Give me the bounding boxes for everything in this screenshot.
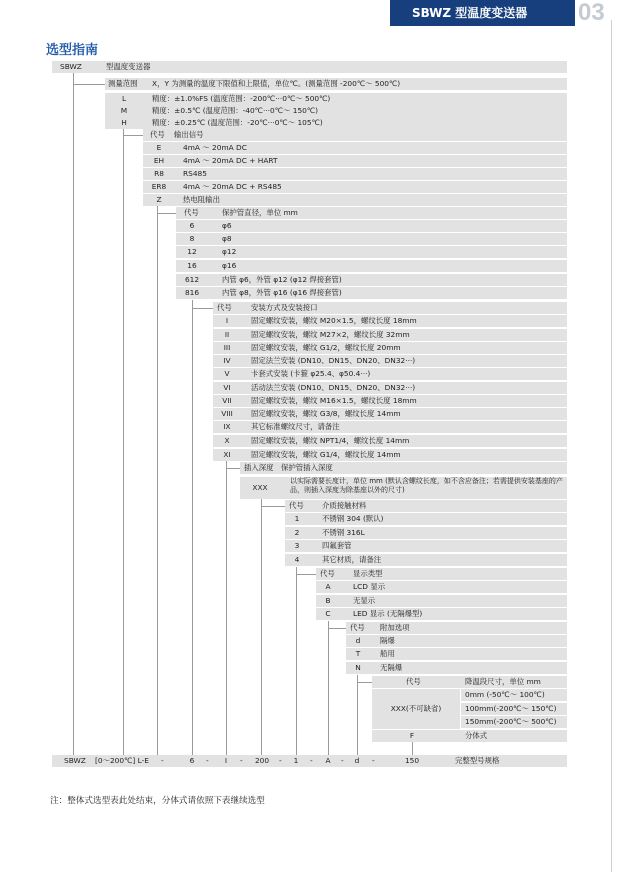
tree-line: [192, 300, 193, 755]
row-desc: 显示类型: [353, 569, 383, 578]
page-edge-line: [611, 20, 612, 872]
row-code: E: [156, 143, 162, 152]
header-title: SBWZ 型温度变送器: [412, 6, 528, 20]
row-desc: 保护管插入深度: [281, 463, 333, 472]
row-desc: 以实际需要长度计，单位 mm (默认含螺纹长度，如不含应备注；若需提供安装基座的产品，则插入深度为除基座以外的尺寸): [290, 477, 563, 494]
row-desc: 内管 φ8，外管 φ16 (φ16 焊接套管): [222, 288, 342, 297]
row-desc: 分体式: [465, 731, 488, 740]
row-code: 代号: [217, 303, 232, 312]
row-bar: [143, 129, 567, 141]
row-desc: 固定螺纹安装，螺纹 G1/4，螺纹长度 14mm: [251, 450, 401, 459]
row-desc: 100mm(-200℃～ 150℃): [465, 704, 557, 713]
row-desc: 精度：±0.25℃ (温度范围：-20℃···0℃～ 105℃): [152, 118, 323, 127]
row-code: 插入深度: [244, 463, 274, 472]
row-desc: 固定法兰安装 (DN10、DN15、DN20、DN32···): [251, 356, 416, 365]
example-part: 1: [293, 756, 299, 765]
row-desc: LED 显示 (无隔爆型): [353, 609, 423, 618]
row-desc: 固定螺纹安装，螺纹 M20×1.5，螺纹长度 18mm: [251, 316, 417, 325]
row-desc: 型温度变送器: [106, 62, 151, 71]
row-code: 测量范围: [108, 79, 138, 88]
row-code: XXX(不可缺省): [390, 704, 442, 713]
row-desc: 内管 φ6，外管 φ12 (φ12 焊接套管): [222, 275, 342, 284]
row-code: H: [121, 118, 127, 127]
row-desc: φ8: [222, 234, 232, 243]
row-desc: 4mA ～ 20mA DC + HART: [183, 156, 278, 165]
row-desc: 固定螺纹安装，螺纹 M16×1.5，螺纹长度 18mm: [251, 396, 417, 405]
example-label: 完整型号规格: [455, 756, 500, 765]
row-desc: 4mA ～ 20mA DC + RS485: [183, 182, 282, 191]
row-desc: 附加选项: [380, 623, 410, 632]
row-desc: 其它标准螺纹尺寸，请备注: [251, 422, 340, 431]
row-code: IX: [223, 422, 231, 431]
row-bar: [176, 233, 567, 245]
row-bar: [176, 220, 567, 232]
row-desc: 降温段尺寸，单位 mm: [465, 677, 541, 686]
row-desc: 150mm(-200℃～ 500℃): [465, 717, 557, 726]
row-code: 4: [294, 555, 300, 564]
row-desc: 4mA ～ 20mA DC: [183, 143, 247, 152]
row-code: ER8: [151, 182, 167, 191]
row-code: X: [224, 436, 230, 445]
tree-connector: [261, 506, 285, 507]
example-part: [0～200℃] L-E: [95, 756, 149, 765]
row-code: 代号: [320, 569, 335, 578]
example-part: -: [240, 756, 243, 765]
row-desc: 四氟套管: [322, 541, 352, 550]
row-code: 代号: [350, 623, 365, 632]
row-code: 12: [187, 247, 197, 256]
row-code: III: [223, 343, 231, 352]
row-code: 代号: [406, 677, 421, 686]
row-code: 代号: [150, 130, 165, 139]
row-desc: φ16: [222, 261, 237, 270]
row-code: R8: [154, 169, 164, 178]
row-desc: 输出信号: [174, 130, 204, 139]
row-code: 6: [189, 221, 195, 230]
row-desc: LCD 显示: [353, 582, 386, 591]
tree-line: [226, 461, 227, 755]
example-part: I: [224, 756, 228, 765]
example-part: -: [341, 756, 344, 765]
row-code: VII: [222, 396, 232, 405]
row-code: SBWZ: [60, 62, 82, 71]
row-desc: φ6: [222, 221, 232, 230]
row-code: 2: [294, 528, 300, 537]
row-code: VIII: [221, 409, 233, 418]
row-desc: 固定螺纹安装，螺纹 M27×2，螺纹长度 32mm: [251, 330, 410, 339]
section-title: 选型指南: [46, 43, 99, 58]
row-code: M: [120, 106, 128, 115]
row-desc: 固定螺纹安装，螺纹 G1/2，螺纹长度 20mm: [251, 343, 401, 352]
example-part: SBWZ: [64, 756, 86, 765]
row-code: 1: [294, 514, 300, 523]
row-code: II: [224, 330, 230, 339]
row-desc: 固定螺纹安装，螺纹 G3/8，螺纹长度 14mm: [251, 409, 401, 418]
header-title-bar: [390, 0, 575, 26]
tree-line: [357, 675, 358, 755]
row-code: 3: [294, 541, 300, 550]
example-part: 200: [254, 756, 270, 765]
row-code: EH: [153, 156, 165, 165]
row-desc: 精度：±1.0%FS (温度范围：-200℃···0℃～ 500℃): [152, 94, 331, 103]
row-desc: φ12: [222, 247, 237, 256]
row-code: 代号: [184, 208, 199, 217]
row-code: XXX: [252, 483, 268, 492]
row-desc: 精度：±0.5℃ (温度范围：-40℃···0℃～ 150℃): [152, 106, 319, 115]
row-code: F: [409, 731, 415, 740]
row-code: 816: [184, 288, 200, 297]
tree-line: [123, 129, 124, 755]
row-desc: 船用: [380, 649, 395, 658]
tree-connector: [296, 574, 316, 575]
row-desc: 0mm (-50℃～ 100℃): [465, 690, 545, 699]
row-code: N: [355, 663, 361, 672]
row-desc: 不锈钢 316L: [322, 528, 365, 537]
row-desc: 热电阻输出: [183, 195, 220, 204]
example-part: -: [310, 756, 313, 765]
example-part: -: [279, 756, 282, 765]
row-code: 8: [189, 234, 195, 243]
tree-connector: [123, 135, 143, 136]
tree-connector: [157, 213, 176, 214]
row-desc: 固定螺纹安装，螺纹 NPT1/4，螺纹长度 14mm: [251, 436, 410, 445]
row-code: VI: [223, 383, 231, 392]
tree-connector: [73, 84, 105, 85]
row-code: 16: [187, 261, 197, 270]
row-code: B: [325, 596, 331, 605]
row-desc: 保护管直径，单位 mm: [222, 208, 298, 217]
example-part: -: [372, 756, 375, 765]
tree-line: [157, 206, 158, 755]
tree-line: [73, 73, 74, 755]
row-code: XI: [223, 450, 231, 459]
tree-connector: [226, 468, 240, 469]
tree-connector: [357, 682, 372, 683]
row-desc: 介质接触材料: [322, 501, 367, 510]
example-part: 6: [189, 756, 195, 765]
example-part: 150: [404, 756, 420, 765]
example-part: d: [354, 756, 360, 765]
example-part: A: [325, 756, 331, 765]
row-desc: RS485: [183, 169, 207, 178]
row-desc: 其它材质，请备注: [322, 555, 382, 564]
row-desc: 活动法兰安装 (DN10、DN15、DN20、DN32···): [251, 383, 416, 392]
row-code: T: [355, 649, 361, 658]
tree-line: [261, 499, 262, 755]
row-code: Z: [156, 195, 162, 204]
example-part: -: [206, 756, 209, 765]
row-desc: 无隔爆: [380, 663, 403, 672]
page-number: 03: [578, 0, 605, 26]
row-code: C: [325, 609, 331, 618]
row-code: V: [224, 369, 230, 378]
row-code: d: [355, 636, 361, 645]
footnote: 注：整体式选型表此处结束，分体式请依照下表继续选型: [50, 796, 265, 806]
row-code: L: [121, 94, 127, 103]
row-desc: 无显示: [353, 596, 376, 605]
example-part: -: [161, 756, 164, 765]
row-desc: 隔爆: [380, 636, 395, 645]
row-desc: 不锈钢 304 (默认): [322, 514, 384, 523]
row-code: 612: [184, 275, 200, 284]
tree-line: [328, 621, 329, 755]
row-code: I: [225, 316, 229, 325]
row-code: IV: [223, 356, 231, 365]
row-code: A: [325, 582, 331, 591]
tree-connector: [192, 308, 213, 309]
tree-connector: [328, 628, 346, 629]
row-desc: 安装方式及安装接口: [251, 303, 318, 312]
row-desc: 卡套式安装 (卡箍 φ25.4、φ50.4···): [251, 369, 371, 378]
row-code: 代号: [289, 501, 304, 510]
tree-line: [412, 742, 413, 755]
row-desc: X，Y 为测量的温度下限值和上限值，单位℃。(测量范围 -200℃～ 500℃): [152, 79, 401, 88]
tree-line: [296, 567, 297, 755]
